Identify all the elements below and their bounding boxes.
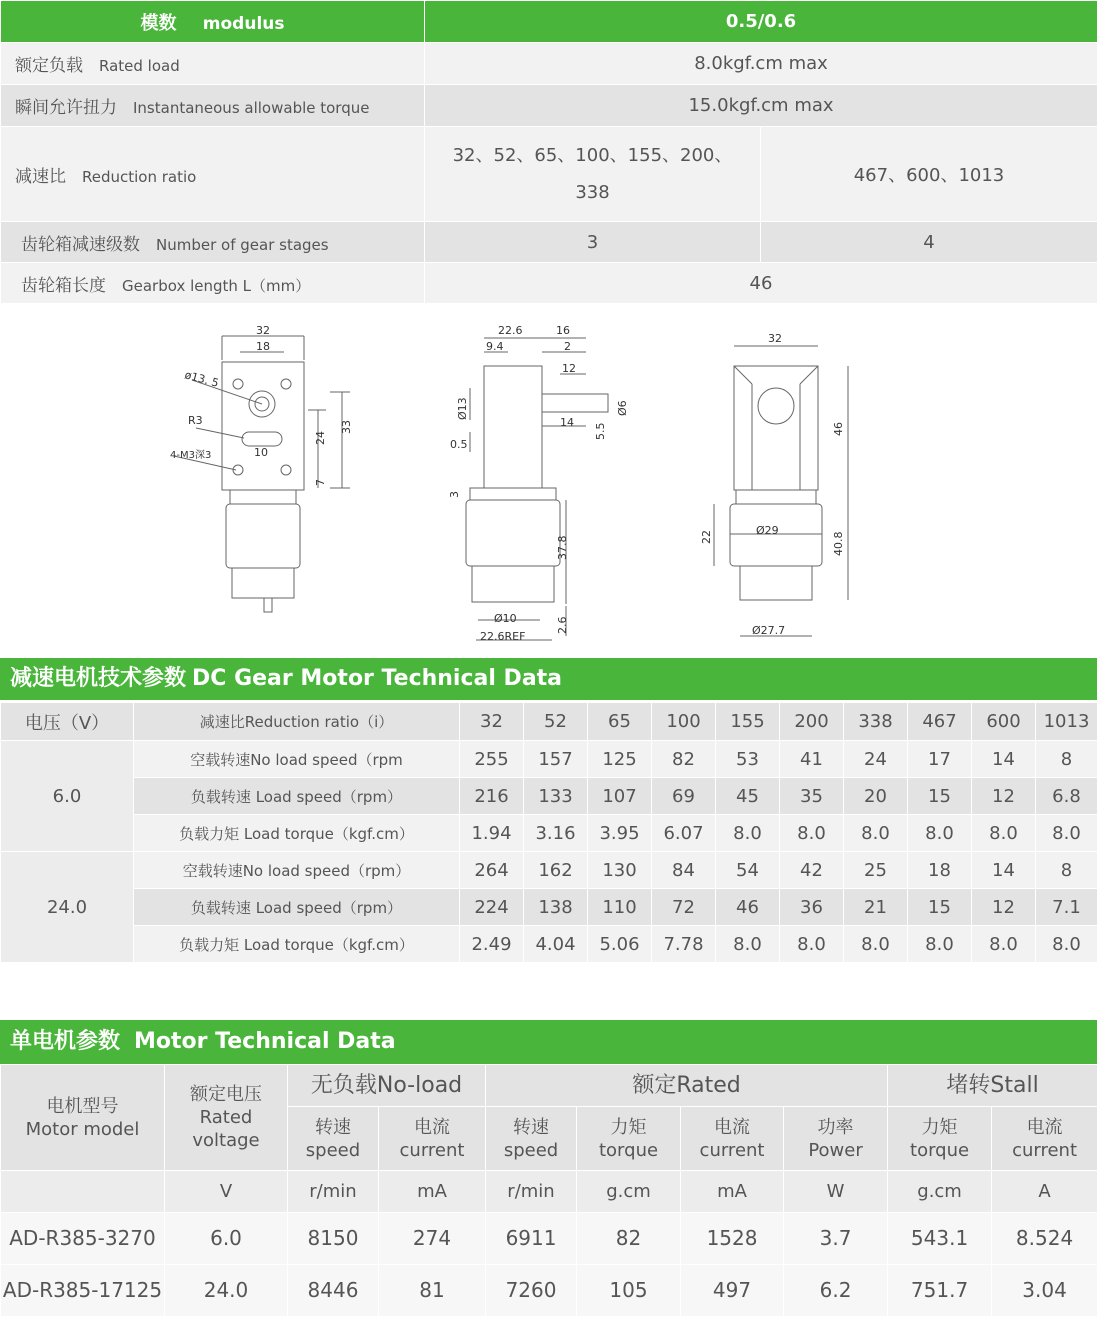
value-cell: 133 — [524, 778, 588, 815]
ratio-value-a-line2: 338 — [575, 182, 610, 203]
value-cell: 53 — [716, 741, 780, 778]
front-slot — [242, 432, 282, 446]
value-cell: 84 — [652, 852, 716, 889]
length-en: Gearbox length L（mm） — [122, 276, 311, 295]
sub-header-en: torque — [598, 1139, 659, 1161]
unit-cell: W — [784, 1171, 888, 1213]
ratio-value-a-line1: 32、52、65、100、155、200、 — [452, 145, 733, 166]
value-cell: 8.0 — [844, 815, 908, 852]
sub-header-cn: 电流 — [1026, 1116, 1063, 1138]
value-cell: 8.0 — [844, 926, 908, 963]
value-cell: 82 — [652, 741, 716, 778]
value-cell: 12 — [972, 778, 1036, 815]
value-cell: 8.0 — [1036, 926, 1098, 963]
stages-label — [1, 222, 425, 263]
value-cell: 2.49 — [460, 926, 524, 963]
motor-model-cell: AD-R385-3270 — [1, 1213, 165, 1265]
dim-37-8: 37.8 — [556, 535, 569, 560]
ratio-cell: 1013 — [1036, 703, 1098, 741]
value-cell: 8.0 — [908, 926, 972, 963]
ratio-cn: 减速比 — [15, 166, 66, 187]
rated-voltage-header — [165, 1065, 288, 1171]
spec-row-rated-load — [1, 43, 1098, 85]
value-cell: 54 — [716, 852, 780, 889]
motor-value-cell: 8.524 — [992, 1213, 1098, 1265]
value-cell: 35 — [780, 778, 844, 815]
value-cell: 157 — [524, 741, 588, 778]
value-cell: 15 — [908, 889, 972, 926]
sub-header-en: Power — [808, 1139, 863, 1161]
value-cell: 42 — [780, 852, 844, 889]
unit-blank — [1, 1171, 165, 1213]
dim-d6: Ø6 — [616, 400, 629, 416]
right-collar — [736, 490, 816, 504]
sub-header-cn: 转速 — [315, 1116, 351, 1138]
side-view-drawing — [466, 338, 608, 640]
value-cell: 224 — [460, 889, 524, 926]
model-header-cn: 电机型号 — [46, 1095, 119, 1117]
motor-value-cell: 82 — [577, 1213, 681, 1265]
inst-torque-label — [1, 85, 425, 127]
modulus-value: 0.5/0.6 — [425, 1, 1098, 43]
motor-value-cell: 274 — [379, 1213, 486, 1265]
ratio-cell: 600 — [972, 703, 1036, 741]
value-cell: 216 — [460, 778, 524, 815]
dim-5-5: 5.5 — [594, 422, 607, 440]
dim-d27-7: Ø27.7 — [752, 624, 786, 637]
dim-2-6: 2.6 — [556, 616, 569, 634]
unit-cell: g.cm — [888, 1171, 992, 1213]
side-shaft — [542, 394, 608, 412]
value-cell: 7.78 — [652, 926, 716, 963]
value-cell: 14 — [972, 852, 1036, 889]
motor-voltage-cell: 24.0 — [165, 1265, 288, 1317]
dim-13-5: ø13. 5 — [183, 368, 221, 390]
value-cell: 1.94 — [460, 815, 524, 852]
dim-16: 16 — [556, 324, 570, 337]
value-cell: 14 — [972, 741, 1036, 778]
noload-header: 无负载No-load — [288, 1065, 486, 1107]
gear-data-row — [1, 852, 1098, 889]
drawings-svg — [0, 306, 1100, 658]
unit-cell: mA — [379, 1171, 486, 1213]
stages-cn: 齿轮箱减速级数 — [21, 234, 140, 255]
value-cell: 5.06 — [588, 926, 652, 963]
value-cell: 125 — [588, 741, 652, 778]
motor-value-cell: 497 — [681, 1265, 784, 1317]
gear-section-title-en: DC Gear Motor Technical Data — [192, 666, 563, 691]
stages-en: Number of gear stages — [156, 235, 329, 254]
dim-33: 33 — [340, 420, 353, 434]
param-label: 负载力矩 Load torque（kgf.cm） — [134, 926, 460, 963]
ratio-value-a — [425, 127, 761, 222]
dim-r3: R3 — [188, 414, 203, 427]
stages-a: 3 — [425, 222, 761, 263]
motor-value-cell: 6.2 — [784, 1265, 888, 1317]
length-label — [1, 263, 425, 304]
value-cell: 8.0 — [1036, 815, 1098, 852]
value-cell: 24 — [844, 741, 908, 778]
gear-data-row — [1, 926, 1098, 963]
dim-46: 46 — [832, 422, 845, 436]
rated-load-en: Rated load — [99, 57, 180, 75]
ratio-cell: 100 — [652, 703, 716, 741]
dim-18: 18 — [256, 340, 270, 353]
dim-32-front: 32 — [256, 324, 270, 337]
unit-cell: mA — [681, 1171, 784, 1213]
motor-value-cell: 543.1 — [888, 1213, 992, 1265]
gear-data-row — [1, 815, 1098, 852]
sub-header-cn: 电流 — [714, 1116, 751, 1138]
motor-voltage-cell: 6.0 — [165, 1213, 288, 1265]
side-gearbox-shape — [484, 366, 542, 488]
sub-header-en: current — [699, 1139, 765, 1161]
voltage-header: 电压（V） — [1, 703, 134, 741]
value-cell: 6.8 — [1036, 778, 1098, 815]
value-cell: 8.0 — [972, 926, 1036, 963]
value-cell: 72 — [652, 889, 716, 926]
front-terminal — [264, 598, 272, 612]
value-cell: 21 — [844, 889, 908, 926]
rated-load-cn: 额定负载 — [15, 56, 83, 76]
gear-section-title-cn: 减速电机技术参数 — [10, 666, 187, 691]
sub-header — [681, 1107, 784, 1171]
dim-40-8: 40.8 — [832, 531, 845, 556]
ratio-cell: 467 — [908, 703, 972, 741]
motor-value-cell: 7260 — [486, 1265, 577, 1317]
dim-24: 24 — [314, 431, 327, 445]
sub-header-cn: 功率 — [817, 1116, 854, 1138]
gear-table-body — [1, 741, 1098, 963]
motor-header-row-1 — [1, 1065, 1098, 1107]
spec-row-stages — [1, 222, 1098, 263]
value-cell: 8.0 — [780, 926, 844, 963]
stall-header: 堵转Stall — [888, 1065, 1098, 1107]
ratio-cell: 155 — [716, 703, 780, 741]
param-label: 空载转速No load speed（rpm — [134, 741, 460, 778]
value-cell: 6.07 — [652, 815, 716, 852]
model-header — [1, 1065, 165, 1171]
motor-value-cell: 8446 — [288, 1265, 379, 1317]
sub-header-en: torque — [910, 1139, 970, 1161]
sub-header-en: speed — [503, 1139, 559, 1161]
spec-table — [0, 0, 1098, 304]
ratio-cell: 200 — [780, 703, 844, 741]
param-label: 负载转速 Load speed（rpm） — [134, 889, 460, 926]
ratio-label — [1, 127, 425, 222]
sub-header-cn: 力矩 — [921, 1116, 958, 1138]
inst-torque-en: Instantaneous allowable torque — [133, 99, 370, 117]
unit-cell: V — [165, 1171, 288, 1213]
value-cell: 8.0 — [972, 815, 1036, 852]
sub-header — [288, 1107, 379, 1171]
gear-section-header — [0, 658, 1097, 700]
rated-voltage-cn: 额定电压 — [190, 1084, 262, 1105]
value-cell: 20 — [844, 778, 908, 815]
dim-0-5: 0.5 — [450, 438, 468, 451]
dim-32-right: 32 — [768, 332, 782, 345]
value-cell: 8.0 — [716, 926, 780, 963]
sub-header-cn: 电流 — [414, 1116, 450, 1138]
value-cell: 264 — [460, 852, 524, 889]
dim-22: 22 — [700, 530, 713, 544]
motor-value-cell: 3.7 — [784, 1213, 888, 1265]
front-motor-can — [226, 504, 300, 568]
dim-10: 10 — [254, 446, 268, 459]
gear-data-row — [1, 778, 1098, 815]
spec-row-length — [1, 263, 1098, 304]
sub-header — [379, 1107, 486, 1171]
param-label: 负载转速 Load speed（rpm） — [134, 778, 460, 815]
sub-header — [486, 1107, 577, 1171]
front-collar — [230, 490, 296, 504]
spec-row-ratio — [1, 127, 1098, 222]
dim-d29: Ø29 — [756, 524, 779, 537]
motor-table-body — [1, 1213, 1098, 1317]
value-cell: 107 — [588, 778, 652, 815]
dim-d10: Ø10 — [494, 612, 517, 625]
rated-voltage-en1: Rated — [199, 1107, 253, 1128]
gear-data-row — [1, 889, 1098, 926]
spec-row-inst-torque — [1, 85, 1098, 127]
dim-2: 2 — [564, 340, 571, 353]
motor-value-cell: 751.7 — [888, 1265, 992, 1317]
unit-cell: r/min — [288, 1171, 379, 1213]
rated-load-value: 8.0kgf.cm max — [425, 43, 1098, 85]
value-cell: 46 — [716, 889, 780, 926]
value-cell: 130 — [588, 852, 652, 889]
rated-load-label — [1, 43, 425, 85]
hole-tr — [281, 379, 291, 389]
spec-row-modulus — [1, 1, 1098, 43]
ratio-header: 减速比Reduction ratio（i） — [134, 703, 460, 741]
unit-cell: A — [992, 1171, 1098, 1213]
value-cell: 36 — [780, 889, 844, 926]
motor-value-cell: 3.04 — [992, 1265, 1098, 1317]
ratio-value-b: 467、600、1013 — [761, 127, 1098, 222]
value-cell: 69 — [652, 778, 716, 815]
front-motor-end — [232, 568, 294, 598]
right-motor-end — [740, 566, 812, 600]
value-cell: 162 — [524, 852, 588, 889]
sub-header-en: current — [399, 1139, 465, 1161]
gear-data-row — [1, 741, 1098, 778]
side-motor-end — [472, 566, 554, 602]
sub-header-cn: 转速 — [513, 1116, 550, 1138]
length-value: 46 — [425, 263, 1098, 304]
sub-header — [577, 1107, 681, 1171]
motor-section-title-en: Motor Technical Data — [134, 1029, 396, 1054]
value-cell: 8 — [1036, 741, 1098, 778]
motor-value-cell: 1528 — [681, 1213, 784, 1265]
value-cell: 41 — [780, 741, 844, 778]
value-cell: 45 — [716, 778, 780, 815]
value-cell: 15 — [908, 778, 972, 815]
motor-data-row — [1, 1213, 1098, 1265]
stages-b: 4 — [761, 222, 1098, 263]
dim-d13: Ø13 — [456, 397, 469, 420]
sub-header — [888, 1107, 992, 1171]
value-cell: 138 — [524, 889, 588, 926]
length-cn: 齿轮箱长度 — [21, 275, 106, 296]
dim-9-4: 9.4 — [486, 340, 504, 353]
sub-header-cn: 力矩 — [610, 1116, 647, 1138]
ratio-cell: 338 — [844, 703, 908, 741]
right-gearbox-shape — [734, 366, 818, 490]
hole-tl — [233, 379, 243, 389]
motor-data-row — [1, 1265, 1098, 1317]
rated-voltage-en2: voltage — [192, 1130, 260, 1151]
dim-m3: 4-M3深3 — [170, 450, 212, 461]
dim-14: 14 — [560, 416, 574, 429]
sub-header-en: current — [1012, 1139, 1078, 1161]
param-label: 负载力矩 Load torque（kgf.cm） — [134, 815, 460, 852]
value-cell: 3.16 — [524, 815, 588, 852]
motor-data-table — [0, 1064, 1098, 1317]
ratio-en: Reduction ratio — [82, 167, 197, 186]
dimension-drawings — [0, 306, 1100, 658]
unit-cell: r/min — [486, 1171, 577, 1213]
model-header-en: Motor model — [25, 1118, 140, 1140]
motor-section-header — [0, 1020, 1097, 1064]
ratio-cell: 32 — [460, 703, 524, 741]
motor-model-cell: AD-R385-17125 — [1, 1265, 165, 1317]
value-cell: 18 — [908, 852, 972, 889]
right-output-circle — [758, 388, 794, 424]
rated-header: 额定Rated — [486, 1065, 888, 1107]
side-motor-can — [466, 500, 560, 566]
param-label: 空载转速No load speed（rpm） — [134, 852, 460, 889]
motor-value-cell: 8150 — [288, 1213, 379, 1265]
ratio-cell: 52 — [524, 703, 588, 741]
unit-cell: g.cm — [577, 1171, 681, 1213]
dim-3: 3 — [448, 491, 461, 498]
value-cell: 8.0 — [716, 815, 780, 852]
gear-header-row — [1, 703, 1098, 741]
motor-value-cell: 105 — [577, 1265, 681, 1317]
value-cell: 8.0 — [908, 815, 972, 852]
value-cell: 110 — [588, 889, 652, 926]
value-cell: 17 — [908, 741, 972, 778]
value-cell: 7.1 — [1036, 889, 1098, 926]
value-cell: 8 — [1036, 852, 1098, 889]
gear-data-table — [0, 702, 1098, 963]
modulus-cn: 模数 — [140, 12, 177, 34]
motor-section-title-cn: 单电机参数 — [10, 1029, 121, 1054]
dim-22-6: 22.6 — [498, 324, 523, 337]
dim-12: 12 — [562, 362, 576, 375]
value-cell: 25 — [844, 852, 908, 889]
value-cell: 12 — [972, 889, 1036, 926]
motor-value-cell: 6911 — [486, 1213, 577, 1265]
sub-header-en: speed — [305, 1139, 361, 1161]
value-cell: 255 — [460, 741, 524, 778]
value-cell: 3.95 — [588, 815, 652, 852]
side-collar — [470, 488, 556, 500]
dim-7: 7 — [314, 479, 327, 486]
value-cell: 8.0 — [780, 815, 844, 852]
modulus-en: modulus — [202, 13, 285, 34]
motor-unit-row — [1, 1171, 1098, 1213]
voltage-cell: 6.0 — [1, 741, 134, 852]
voltage-cell: 24.0 — [1, 852, 134, 963]
right-view-drawing — [714, 346, 848, 636]
hole-br — [281, 465, 291, 475]
inst-torque-cn: 瞬间允许扭力 — [15, 98, 117, 118]
dim-22-6-ref: 22.6REF — [480, 630, 526, 643]
inst-torque-value: 15.0kgf.cm max — [425, 85, 1098, 127]
modulus-label — [1, 1, 425, 43]
ratio-cell: 65 — [588, 703, 652, 741]
value-cell: 4.04 — [524, 926, 588, 963]
sub-header — [784, 1107, 888, 1171]
sub-header — [992, 1107, 1098, 1171]
motor-value-cell: 81 — [379, 1265, 486, 1317]
